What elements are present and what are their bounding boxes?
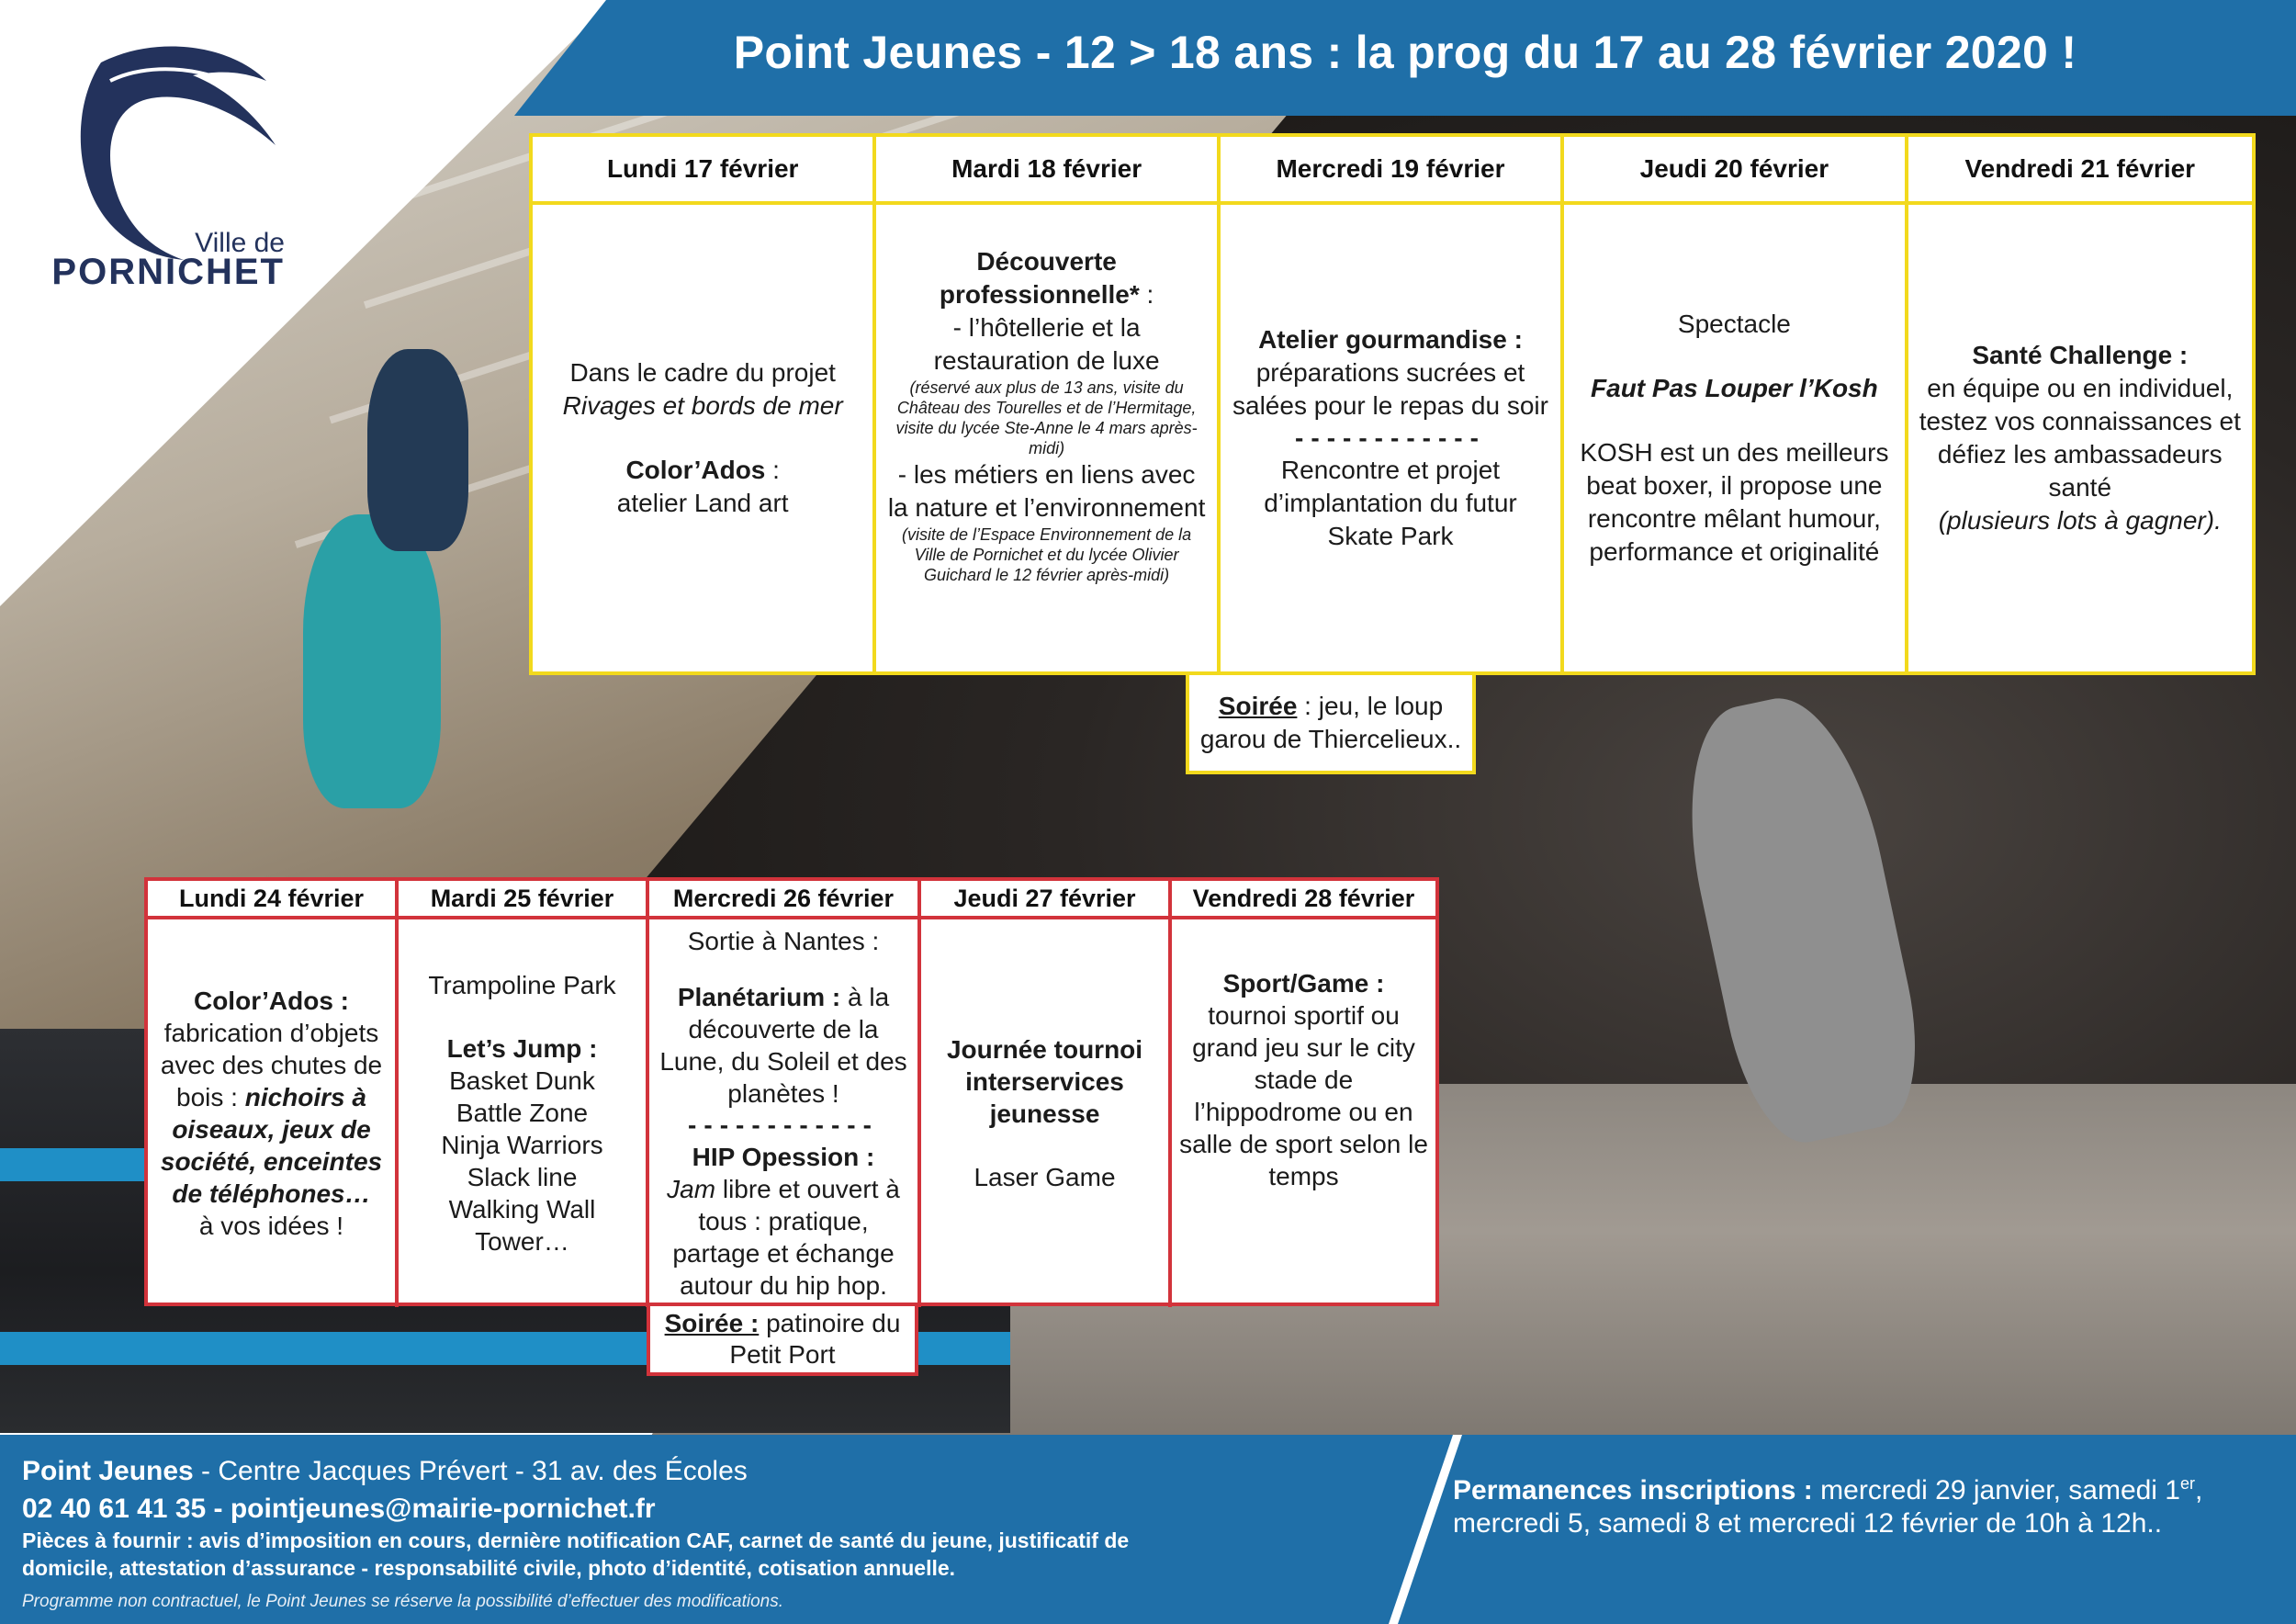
day-header-tue25: Mardi 25 février: [399, 881, 649, 919]
day-header-thu20: Jeudi 20 février: [1564, 137, 1908, 205]
thu20-desc: KOSH est un des meilleurs beat boxer, il propose une rencontre mêlant humour, performance et originalité: [1580, 438, 1889, 566]
logo-line2: PORNICHET: [51, 252, 285, 292]
thu27-title: Journée tournoi interservices jeunesse: [946, 1035, 1143, 1128]
day-header-fri21: Vendredi 21 février: [1908, 137, 2252, 205]
tue25-item: Slack line: [467, 1163, 578, 1191]
logo-line1: Ville de: [195, 228, 285, 258]
footer-documents: Pièces à fournir : avis d’imposition en cours, dernière notification CAF, carnet de santé du jeune, justificatif de domicile, attestation d’assurance - responsabilité civile, photo d’identité, cotisation annuelle.: [22, 1528, 1130, 1580]
day-header-wed26: Mercredi 26 février: [649, 881, 921, 919]
mon24-examples: nichoirs à oiseaux, jeux de société, enceintes de téléphones…: [160, 1083, 383, 1208]
tue25-item: Ninja Warriors: [441, 1131, 603, 1159]
mon17-project: Rivages et bords de mer: [562, 391, 843, 420]
wed26-separator: ------------: [688, 1111, 879, 1139]
day-header-thu27: Jeudi 27 février: [921, 881, 1172, 919]
day-content-mon17: [533, 205, 876, 671]
fri21-title: Santé Challenge :: [1972, 341, 2189, 369]
registration-hours: [1453, 1474, 2279, 1540]
mon24-title: Color’Ados :: [193, 987, 350, 1015]
wed26-outing: Sortie à Nantes :: [687, 927, 880, 955]
mon24-desc: fabrication d’objets avec des chutes de bois :: [160, 1019, 383, 1111]
tue18-item1: - l’hôtellerie et la restauration de luxe: [933, 313, 1160, 375]
tue25-item: Tower…: [475, 1227, 569, 1256]
wed26-desc1: à la découverte de la Lune, du Soleil et des planètes !: [659, 983, 907, 1108]
page-title: Point Jeunes - 12 > 18 ans : la prog du 17 au 28 février 2020 !: [733, 27, 2077, 78]
wed26-desc2: libre et ouvert à tous : pratique, partage et échange autour du hip hop.: [672, 1175, 900, 1300]
wed19-title: Atelier gourmandise :: [1258, 325, 1523, 354]
fri21-prizes: (plusieurs lots à gagner).: [1938, 506, 2222, 535]
footer-address-text: - Centre Jacques Prévert - 31 av. des Écoles: [193, 1456, 748, 1486]
registration-dates-a: mercredi 29 janvier, samedi 1: [1812, 1475, 2180, 1506]
tue18-item2: - les métiers en liens avec la nature et l’environnement: [887, 460, 1206, 522]
mon17-text1: Dans le cadre du projet: [569, 358, 836, 387]
wed26-jam: Jam: [667, 1175, 716, 1203]
thu20-type: Spectacle: [1677, 310, 1791, 338]
soiree-wed19-label: Soirée: [1218, 692, 1298, 720]
mon17-activity-title: Color’Ados: [625, 456, 766, 484]
jumper-legs: [367, 349, 468, 551]
soiree-wed26: [647, 1306, 918, 1376]
day-header-tue18: Mardi 18 février: [876, 137, 1220, 205]
day-header-mon17: Lundi 17 février: [533, 137, 876, 205]
tue25-item: Walking Wall: [448, 1195, 596, 1224]
mon17-activity: atelier Land art: [616, 489, 789, 517]
week1-schedule: [529, 133, 2256, 675]
registration-label: Permanences inscriptions :: [1453, 1475, 1813, 1506]
day-header-wed19: Mercredi 19 février: [1221, 137, 1564, 205]
jumper-figure: [303, 514, 441, 808]
thu20-show-title: Faut Pas Louper l’Kosh: [1591, 374, 1878, 402]
tue25-item: Battle Zone: [456, 1099, 589, 1127]
tue25-item: Basket Dunk: [449, 1066, 595, 1095]
day-content-thu20: [1564, 205, 1908, 671]
tue18-note2: (visite de l’Espace Environnement de la Ville de Pornichet et du lycée Olivier Guichard le 12 février après-midi): [902, 525, 1192, 584]
tue18-title: Découverte professionnelle*: [939, 247, 1140, 309]
fri28-title: Sport/Game :: [1222, 969, 1385, 998]
mon24-closing: à vos idées !: [198, 1212, 344, 1240]
day-content-wed19: [1221, 205, 1564, 671]
week2-schedule: [144, 877, 1439, 1306]
tue25-title: Let’s Jump :: [446, 1034, 598, 1063]
soiree-wed26-label: Soirée :: [664, 1309, 760, 1337]
day-header-fri28: Vendredi 28 février: [1172, 881, 1435, 919]
mon17-colon: :: [765, 456, 780, 484]
soiree-wed19: [1186, 675, 1476, 774]
wed19-desc: préparations sucrées et salées pour le repas du soir: [1232, 358, 1548, 420]
thu27-activity: Laser Game: [974, 1163, 1116, 1191]
footer-contact: 02 40 61 41 35 - pointjeunes@mairie-pornichet.fr: [22, 1494, 656, 1524]
tue25-venue: Trampoline Park: [428, 971, 616, 999]
fri21-desc: en équipe ou en individuel, testez vos connaissances et défiez les ambassadeurs santé: [1919, 374, 2241, 502]
footer-disclaimer: Programme non contractuel, le Point Jeunes se réserve la possibilité d’effectuer des modifications.: [22, 1592, 784, 1611]
footer-address: [22, 1456, 748, 1487]
day-content-fri28: [1172, 919, 1435, 1307]
wed19-desc2: Rencontre et projet d’implantation du futur Skate Park: [1264, 456, 1517, 550]
wed26-title1: Planétarium :: [677, 983, 841, 1011]
day-content-tue25: [399, 919, 649, 1307]
day-content-thu27: [921, 919, 1172, 1307]
registration-sup: er: [2180, 1474, 2196, 1493]
fri28-desc: tournoi sportif ou grand jeu sur le city stade de l’hippodrome ou en salle de sport selon le temps: [1179, 1001, 1428, 1190]
soiree-wed19-text: : jeu, le loup garou de Thiercelieux..: [1199, 692, 1462, 753]
day-content-mon24: [148, 919, 399, 1307]
day-header-mon24: Lundi 24 février: [148, 881, 399, 919]
wed19-separator: ------------: [1295, 423, 1486, 452]
tue18-colon: :: [1139, 280, 1154, 309]
day-content-wed26: [649, 919, 921, 1307]
wed26-title2: HIP Opession :: [692, 1143, 875, 1171]
footer-org: Point Jeunes: [22, 1456, 194, 1486]
soiree-wed26-text: patinoire du Petit Port: [729, 1309, 901, 1369]
day-content-tue18: [876, 205, 1220, 671]
registration-dates-b: , mercredi 5, samedi 8 et mercredi 12 février de 10h à 12h..: [1453, 1475, 2203, 1539]
day-content-fri21: [1908, 205, 2252, 671]
tue18-note1: (réservé aux plus de 13 ans, visite du Château des Tourelles et de l’Hermitage, visite du lycée Ste-Anne le 4 mars après-midi): [895, 378, 1198, 457]
